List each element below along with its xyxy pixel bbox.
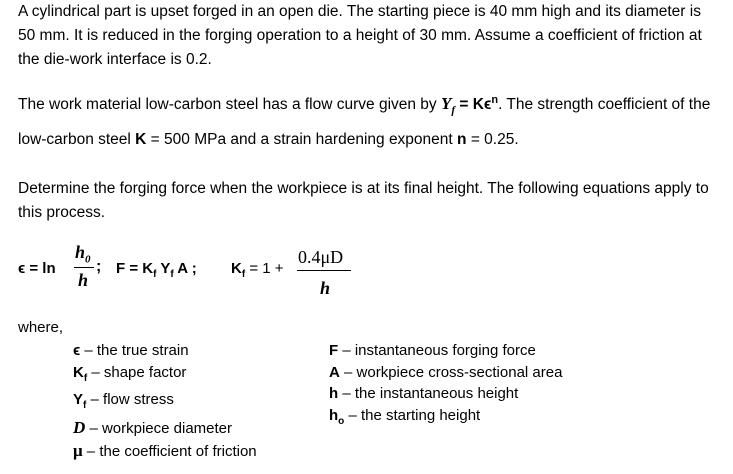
strain-lhs: ϵ = ln xyxy=(18,260,56,277)
definition-shape-factor: $K_f$ – shape factor xyxy=(73,363,187,384)
shape-factor-fraction-bar xyxy=(297,270,351,271)
flow-curve-symbol: Y xyxy=(441,94,452,114)
definition-friction: μ – the coefficient of friction xyxy=(73,440,257,460)
flow-curve-rhs: = Kϵ xyxy=(455,96,492,114)
definition-true-strain: ϵ – the true strain xyxy=(73,342,189,359)
task-statement: Determine the forging force when the workpiece is at its final height. The following equations apply to this process. xyxy=(18,180,709,221)
definition-flow-stress: $Y_f$ – flow stress xyxy=(73,391,174,412)
definitions-left xyxy=(73,340,257,463)
hardening-exponent-symbol: n xyxy=(457,131,467,149)
strain-numerator: $h_0$ xyxy=(75,242,91,266)
material-text-before: The work material low-carbon steel has a flow curve given by xyxy=(18,96,437,114)
strength-coefficient-symbol: K xyxy=(135,131,147,149)
shape-factor-denominator: h xyxy=(320,278,331,298)
flow-curve-exp: n xyxy=(491,94,499,106)
strength-coefficient-value: = 500 MPa and a strain hardening exponent xyxy=(146,131,453,149)
shape-factor-lhs: $K_f = 1$ + xyxy=(231,260,284,280)
equation-separator: ; xyxy=(96,258,102,275)
definition-force: F – instantaneous forging force xyxy=(329,342,536,359)
forging-force-equation: $F = K_f$ $Y_f$ A ; xyxy=(116,260,197,280)
hardening-exponent-value: = 0.25. xyxy=(466,131,519,149)
definition-starting-height: $h_o$ – the starting height xyxy=(329,407,481,428)
flow-curve-sub: f xyxy=(451,104,456,117)
material-text-after: . The strength coefficient of the low-carbon steel xyxy=(18,96,711,149)
strain-fraction-bar xyxy=(74,267,94,268)
definitions-right xyxy=(329,340,562,433)
shape-factor-numerator: 0.4μD xyxy=(298,247,344,267)
problem-statement: A cylindrical part is upset forged in an open die. The starting piece is 40 mm high and its diameter is 50 mm. It is reduced in the forging operation to a height of 30 mm. Assume a coefficient of friction at the die-work interface is 0.2. xyxy=(18,3,702,68)
definition-diameter: D – workpiece diameter xyxy=(73,418,233,438)
strain-denominator: h xyxy=(78,270,89,290)
definition-instant-height: h – the instantaneous height xyxy=(329,385,519,403)
definition-area: A – workpiece cross-sectional area xyxy=(329,363,563,381)
where-label: where, xyxy=(18,319,64,336)
material-description xyxy=(18,86,718,154)
